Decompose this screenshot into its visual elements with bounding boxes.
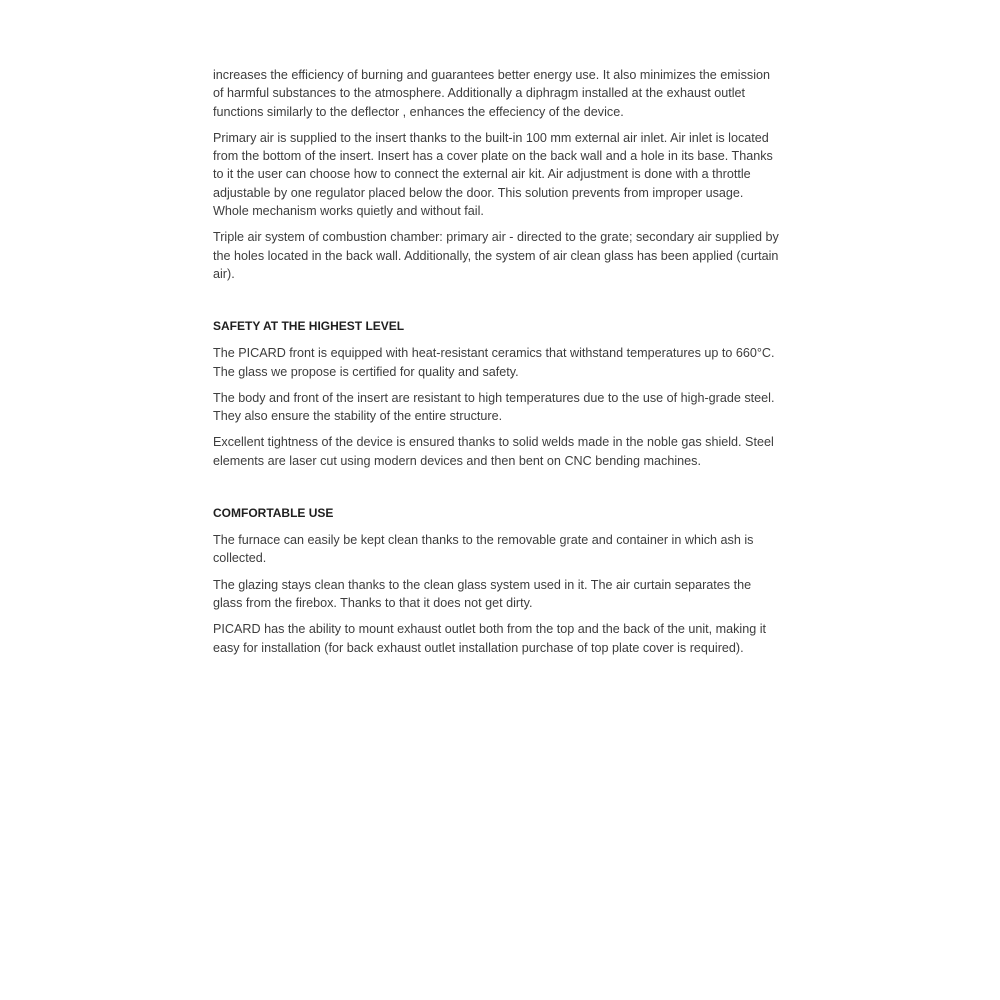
document-page xyxy=(213,66,788,665)
comfort-paragraph: The furnace can easily be kept clean thanks to the removable grate and container in which ash is collected. xyxy=(213,533,754,566)
intro-paragraph: Primary air is supplied to the insert thanks to the built-in 100 mm external air inlet. Air inlet is located from the bottom of the insert. Insert has a cover plate on the back wall and a hole in its base. Thanks to it the user can choose how to connect the external air kit. Air adjustment is done with a throttle adjustable by one regulator placed below the door. This solution prevents from improper usage. Whole mechanism works quietly and without fail. xyxy=(213,130,773,219)
section-heading: SAFETY AT THE HIGHEST LEVEL xyxy=(213,319,405,334)
section-heading: COMFORTABLE USE xyxy=(213,506,334,521)
safety-paragraph: The PICARD front is equipped with heat-resistant ceramics that withstand temperatures up to 660°C. The glass we propose is certified for quality and safety. xyxy=(213,346,775,379)
safety-section xyxy=(213,317,788,470)
comfort-section xyxy=(213,504,788,657)
intro-paragraph: Triple air system of combustion chamber: primary air - directed to the grate; secondary air supplied by the holes located in the back wall. Additionally, the system of air clean glass has been applied (curtain air). xyxy=(213,230,779,281)
comfort-paragraph: The glazing stays clean thanks to the clean glass system used in it. The air curtain separates the glass from the firebox. Thanks to that it does not get dirty. xyxy=(213,577,752,610)
intro-section xyxy=(213,66,788,283)
safety-paragraph: The body and front of the insert are resistant to high temperatures due to the use of high-grade steel. They also ensure the stability of the entire structure. xyxy=(213,390,775,424)
comfort-paragraph: PICARD has the ability to mount exhaust outlet both from the top and the back of the unit, making it easy for installation (for back exhaust outlet installation purchase of top plate cover is required). xyxy=(213,622,767,655)
safety-paragraph: Excellent tightness of the device is ensured thanks to solid welds made in the noble gas shield. Steel elements are laser cut using modern devices and then bent on CNC bending machines. xyxy=(213,435,774,468)
intro-paragraph: increases the efficiency of burning and guarantees better energy use. It also minimizes the emission of harmful substances to the atmosphere. Additionally a diphragm installed at the exhaust outlet functions similarly to the deflector , enhances the effeciency of the device. xyxy=(213,68,770,119)
